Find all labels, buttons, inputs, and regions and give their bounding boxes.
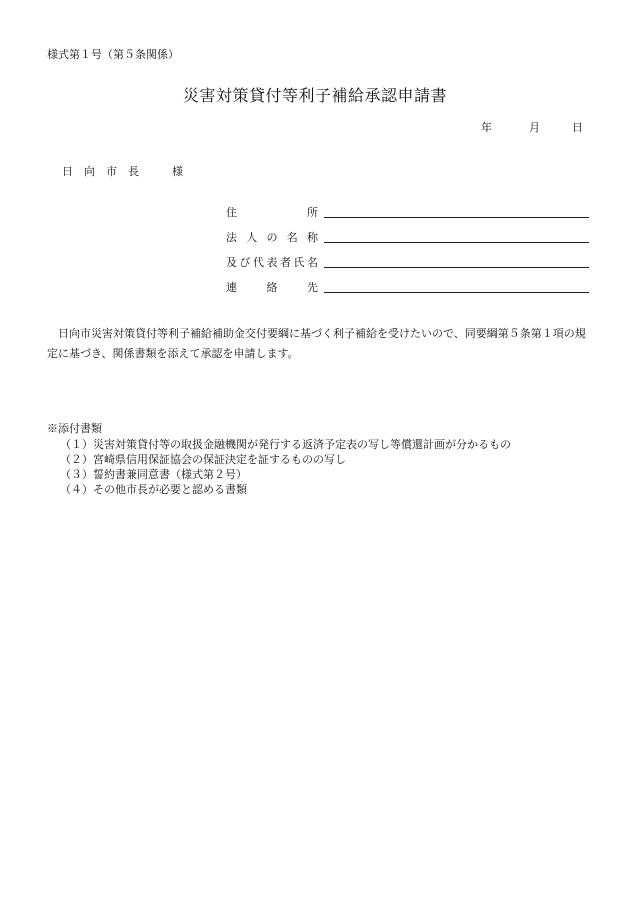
address-field[interactable] <box>324 217 589 218</box>
contact-field[interactable] <box>324 292 589 293</box>
form-number: 様式第１号（第５条関係） <box>47 48 179 61</box>
corporation-name-label: 法人の名称 <box>226 231 318 244</box>
attachment-number: （４） <box>60 483 93 496</box>
attachment-number: （１） <box>60 438 93 451</box>
attachment-item <box>60 481 247 497</box>
date-year-label: 年 <box>481 121 492 134</box>
attachment-text: 災害対策貸付等の取扱金融機関が発行する返済予定表の写し等償還計画が分かるもの <box>93 438 511 451</box>
representative-name-label: 及び代表者氏名 <box>226 256 318 269</box>
corporation-name-field[interactable] <box>324 242 589 243</box>
application-statement: 日向市災害対策貸付等利子補給補助金交付要綱に基づく利子補給を受けたいので、同要綱第５条第１項の規定に基づき、関係書類を添えて承認を申請します。 <box>47 327 586 360</box>
document-title: 災害対策貸付等利子補給承認申請書 <box>182 86 447 105</box>
representative-name-field[interactable] <box>324 267 589 268</box>
attachment-text: 誓約書兼同意書（様式第２号） <box>93 468 247 481</box>
attachment-item <box>60 451 346 467</box>
date-day-label: 日 <box>572 121 583 134</box>
attachment-number: （３） <box>60 468 93 481</box>
contact-label: 連絡先 <box>226 281 318 294</box>
attachment-text: 宮崎県信用保証協会の保証決定を証するものの写し <box>93 453 346 466</box>
addressee: 日向市長 様 <box>62 165 194 178</box>
date-month-label: 月 <box>529 121 540 134</box>
address-label: 住所 <box>226 206 318 219</box>
attachment-number: （２） <box>60 453 93 466</box>
attachments-heading: ※添付書類 <box>47 422 102 435</box>
attachment-item <box>60 436 511 452</box>
attachment-text: その他市長が必要と認める書類 <box>93 483 247 496</box>
attachment-item <box>60 466 247 482</box>
